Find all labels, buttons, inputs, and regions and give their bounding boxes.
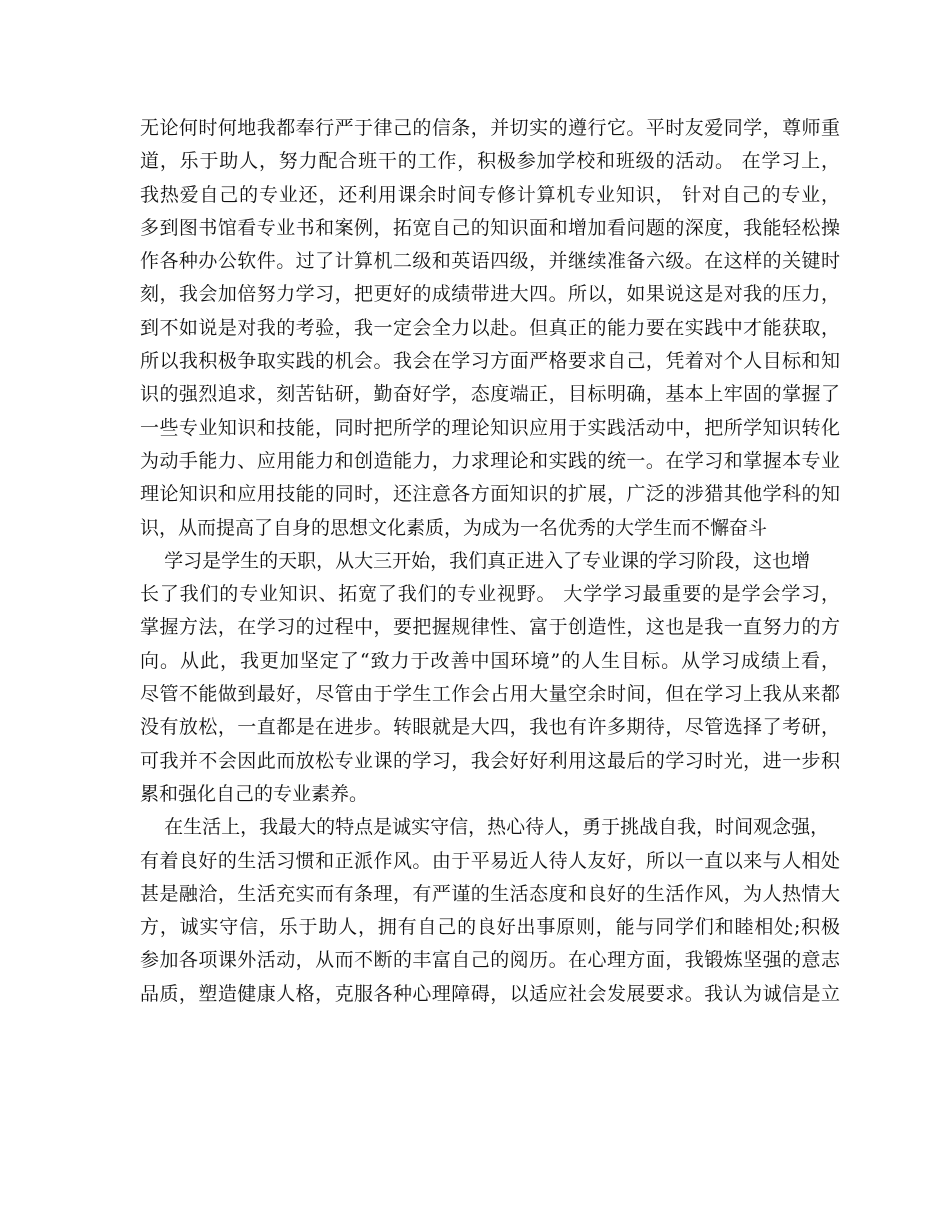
text-line: 参加各项课外活动，从而不断的丰富自己的阅历。在心理方面，我锻炼坚强的意志 [140,949,840,972]
text-line: 甚是融洽，生活充实而有条理，有严谨的生活态度和良好的生活作风，为人热情大 [140,882,840,905]
text-line: 品质，塑造健康人格，克服各种心理障碍，以适应社会发展要求。我认为诚信是立 [140,982,840,1005]
text-line: 刻，我会加倍努力学习，把更好的成绩带进大四。所以，如果说这是对我的压力， [140,283,840,306]
text-line: 在生活上，我最大的特点是诚实守信，热心待人，勇于挑战自我，时间观念强， [140,816,830,839]
text-line: 学习是学生的天职，从大三开始，我们真正进入了专业课的学习阶段，这也增 [140,549,811,572]
text-line: 作各种办公软件。过了计算机二级和英语四级，并继续准备六级。在这样的关键时 [140,250,840,273]
text-line: 识，从而提高了自身的思想文化素质，为成为一名优秀的大学生而不懈奋斗 [140,516,768,539]
text-line: 理论知识和应用技能的同时，还注意各方面知识的扩展，广泛的涉猎其他学科的知 [140,483,840,506]
document-body [140,112,840,1011]
text-line: 道，乐于助人，努力配合班干的工作，积极参加学校和班级的活动。 在学习上， [140,150,840,173]
text-line: 到不如说是对我的考验，我一定会全力以赴。但真正的能力要在实践中才能获取， [140,316,840,339]
text-line: 没有放松，一直都是在进步。转眼就是大四，我也有许多期待，尽管选择了考研， [140,716,840,739]
text-line: 无论何时何地我都奉行严于律己的信条，并切实的遵行它。平时友爱同学，尊师重 [140,117,840,139]
text-line: 我热爱自己的专业还，还利用课余时间专修计算机专业知识， 针对自己的专业， [140,183,840,206]
text-line: 所以我积极争取实践的机会。我会在学习方面严格要求自己，凭着对个人目标和知 [140,350,840,373]
text-line: 掌握方法，在学习的过程中，要把握规律性、富于创造性，这也是我一直努力的方 [140,616,840,639]
text-line: 识的强烈追求，刻苦钻研，勤奋好学，态度端正，目标明确，基本上牢固的掌握了 [140,383,840,406]
text-line: 方，诚实守信，乐于助人，拥有自己的良好出事原则，能与同学们和睦相处;积极 [140,916,840,939]
text-line: 一些专业知识和技能，同时把所学的理论知识应用于实践活动中，把所学知识转化 [140,416,840,439]
text-line: 累和强化自己的专业素养。 [140,782,369,805]
text-line: 可我并不会因此而放松专业课的学习，我会好好利用这最后的学习时光，进一步积 [140,749,840,772]
text-line: 为动手能力、应用能力和创造能力，力求理论和实践的统一。在学习和掌握本专业 [140,449,840,472]
text-line: 长了我们的专业知识、拓宽了我们的专业视野。 大学学习最重要的是学会学习， [140,583,840,606]
text-line: 向。从此，我更加坚定了“致力于改善中国环境”的人生目标。从学习成绩上看， [140,649,840,672]
text-line: 多到图书馆看专业书和案例，拓宽自己的知识面和增加看问题的深度，我能轻松操 [140,216,840,239]
text-line: 尽管不能做到最好，尽管由于学生工作会占用大量空余时间，但在学习上我从来都 [140,683,840,706]
text-line: 有着良好的生活习惯和正派作风。由于平易近人待人友好，所以一直以来与人相处 [140,849,840,872]
